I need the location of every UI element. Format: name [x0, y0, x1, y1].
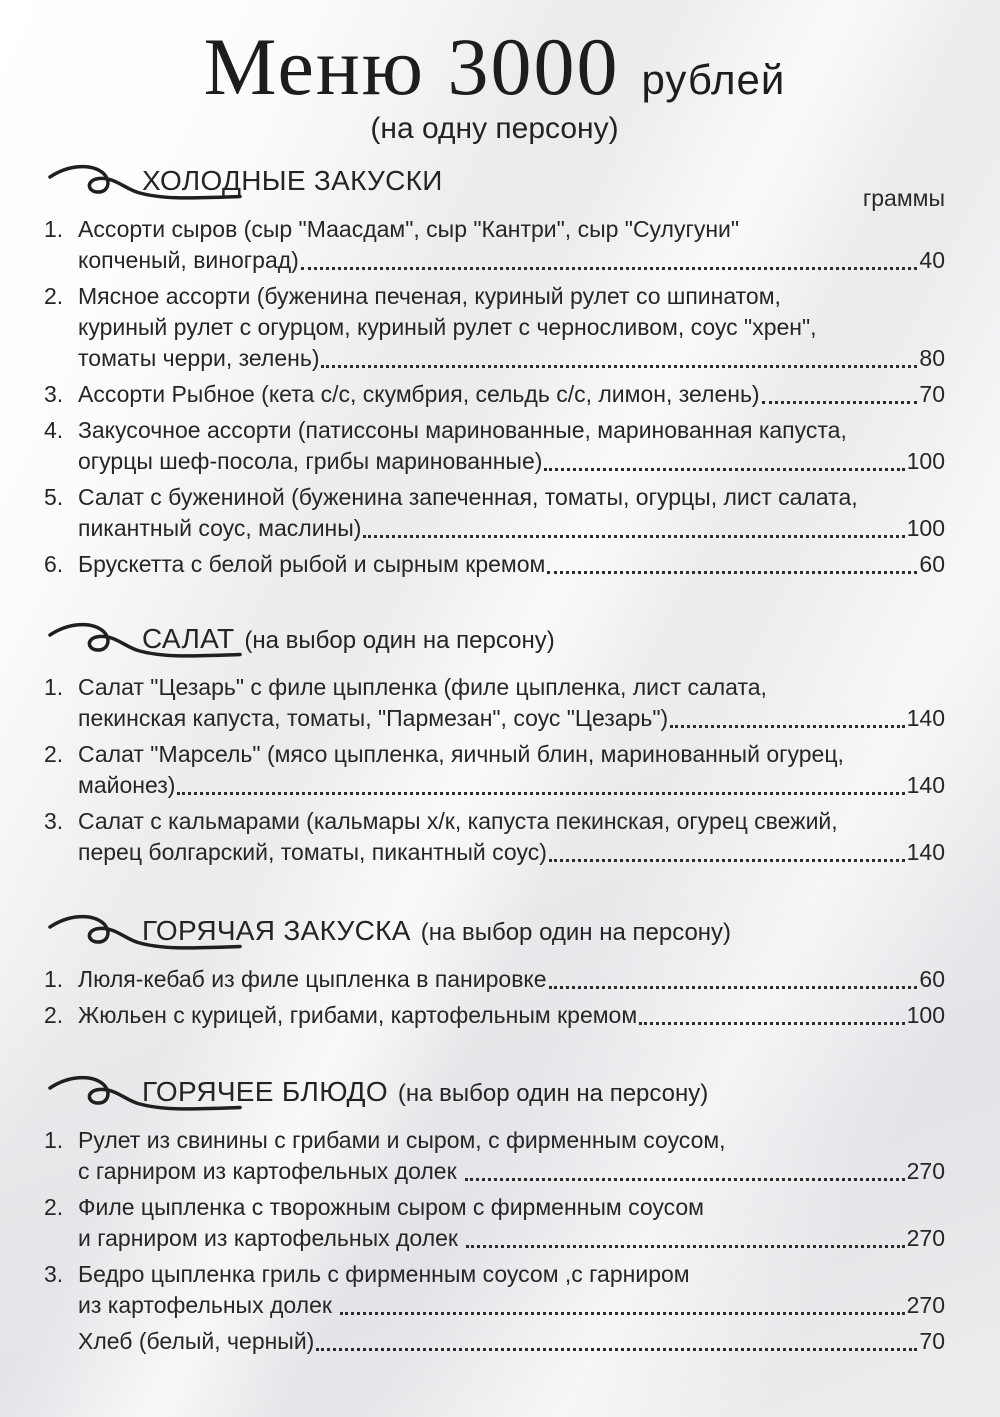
- section-header: [44, 1071, 945, 1117]
- item-last-line: [78, 1156, 945, 1187]
- item-text: томаты черри, зелень): [78, 345, 320, 371]
- menu-item: [44, 806, 945, 868]
- item-body: [78, 1125, 945, 1187]
- menu-item: [44, 739, 945, 801]
- item-line: Салат с бужениной (буженина запеченная, томаты, огурцы, лист салата,: [78, 484, 858, 510]
- item-body: [78, 1192, 945, 1254]
- item-body: [78, 482, 945, 544]
- item-text: Ассорти Рыбное (кета с/с, скумбрия, сельдь с/с, лимон, зелень): [78, 381, 760, 407]
- item-line: Ассорти сыров (сыр "Маасдам", сыр "Кантри", сыр "Сулугуни": [78, 216, 740, 242]
- item-body: [78, 1000, 945, 1031]
- item-number: 6.: [44, 551, 64, 577]
- item-text: из картофельных долек: [78, 1292, 339, 1318]
- dots-leader: [670, 725, 904, 728]
- dots-leader: [363, 535, 904, 538]
- item-number: 5.: [44, 484, 64, 510]
- menu-item: [44, 1000, 945, 1031]
- item-line: Салат "Цезарь" с филе цыпленка (филе цыпленка, лист салата,: [78, 674, 767, 700]
- item-number: 1.: [44, 1127, 64, 1153]
- item-last-line: [78, 245, 945, 276]
- item-grams: 140: [906, 772, 945, 798]
- item-last-line: [78, 549, 945, 580]
- menu-item: [44, 1125, 945, 1187]
- menu-item: [44, 672, 945, 734]
- menu-item: [44, 1192, 945, 1254]
- menu-item: [44, 415, 945, 477]
- item-last-line: [78, 770, 945, 801]
- grams-column-label: граммы: [862, 185, 945, 211]
- menu-title: Меню 3000: [203, 21, 620, 112]
- item-grams: 100: [906, 448, 945, 474]
- menu-section: [44, 618, 945, 868]
- item-grams: 270: [906, 1225, 945, 1251]
- item-line: Салат с кальмарами (кальмары х/к, капуста пекинская, огурец свежий,: [78, 808, 838, 834]
- dots-leader: [549, 986, 918, 989]
- item-last-line: [78, 343, 945, 374]
- menu-subtitle: (на одну персону): [370, 112, 619, 145]
- section-items: [44, 1125, 945, 1357]
- section-items: [44, 214, 945, 580]
- item-grams: 70: [919, 381, 945, 407]
- menu-title-unit: рублей: [641, 56, 786, 103]
- item-body: [78, 739, 945, 801]
- item-body: [78, 964, 945, 995]
- menu-item: [44, 964, 945, 995]
- menu-item: [44, 1259, 945, 1321]
- item-grams: 60: [919, 551, 945, 577]
- menu-item: [44, 549, 945, 580]
- dots-leader: [321, 365, 917, 368]
- section-heading: САЛАТ: [142, 623, 235, 654]
- menu-section: [44, 910, 945, 1031]
- menu-header: [44, 21, 945, 146]
- item-body: [78, 415, 945, 477]
- menu-item: [44, 379, 945, 410]
- item-last-line: [78, 964, 945, 995]
- item-last-line: [78, 1223, 945, 1254]
- item-last-line: [78, 1290, 945, 1321]
- item-body: [78, 1326, 945, 1357]
- item-last-line: [78, 703, 945, 734]
- item-body: [78, 1259, 945, 1321]
- section-note: (на выбор один на персону): [244, 627, 555, 654]
- section-items: [44, 672, 945, 868]
- item-text: огурцы шеф-посола, грибы маринованные): [78, 448, 543, 474]
- item-number: 1.: [44, 216, 64, 242]
- section-note: (на выбор один на персону): [397, 1080, 709, 1107]
- item-line: Закусочное ассорти (патиссоны маринованные, маринованная капуста,: [78, 417, 847, 443]
- item-number: 2.: [44, 1002, 64, 1028]
- item-grams: 70: [919, 1328, 945, 1354]
- item-body: [78, 379, 945, 410]
- section-header: [44, 910, 945, 956]
- section-header: [44, 618, 945, 664]
- item-number: 1.: [44, 966, 64, 992]
- item-number: 1.: [44, 674, 64, 700]
- item-line: Бедро цыпленка гриль с фирменным соусом ,с гарниром: [78, 1261, 690, 1287]
- item-text: пекинская капуста, томаты, "Пармезан", соус "Цезарь"): [78, 705, 669, 731]
- item-number: 2.: [44, 741, 64, 767]
- item-line: Рулет из свинины с грибами и сыром, с фирменным соусом,: [78, 1127, 726, 1153]
- item-line: куриный рулет с огурцом, куриный рулет с черносливом, соус "хрен",: [78, 314, 817, 340]
- item-grams: 40: [919, 247, 945, 273]
- dots-leader: [544, 468, 904, 471]
- item-last-line: [78, 446, 945, 477]
- section-heading: ГОРЯЧЕЕ БЛЮДО: [142, 1076, 388, 1107]
- dots-leader: [316, 1348, 917, 1351]
- dots-leader: [547, 571, 917, 574]
- menu-item: [44, 482, 945, 544]
- dots-leader: [177, 792, 904, 795]
- item-last-line: [78, 1000, 945, 1031]
- item-grams: 60: [919, 966, 945, 992]
- item-last-line: [78, 837, 945, 868]
- menu-title-row: [44, 21, 945, 112]
- item-body: [78, 281, 945, 374]
- section-header: [44, 160, 945, 211]
- dots-leader: [549, 859, 905, 862]
- item-last-line: [78, 1326, 945, 1357]
- dots-leader: [466, 1245, 904, 1248]
- item-number: 3.: [44, 1261, 64, 1287]
- menu-item: [44, 214, 945, 276]
- item-text: майонез): [78, 772, 176, 798]
- item-grams: 270: [906, 1158, 945, 1184]
- item-number: 4.: [44, 417, 64, 443]
- item-grams: 140: [906, 705, 945, 731]
- item-text: и гарниром из картофельных долек: [78, 1225, 465, 1251]
- item-text: пикантный соус, маслины): [78, 515, 362, 541]
- item-line: Салат "Марсель" (мясо цыпленка, яичный блин, маринованный огурец,: [78, 741, 844, 767]
- item-number: 3.: [44, 381, 64, 407]
- item-grams: 100: [906, 515, 945, 541]
- item-text: с гарниром из картофельных долек: [78, 1158, 464, 1184]
- menu-section: [44, 160, 945, 580]
- sections: [44, 160, 945, 1357]
- item-number: 2.: [44, 1194, 64, 1220]
- item-number: [44, 1326, 78, 1357]
- item-number: 2.: [44, 283, 64, 309]
- dots-leader: [762, 401, 918, 404]
- item-body: [78, 549, 945, 580]
- dots-leader: [301, 267, 918, 270]
- menu-item: [44, 281, 945, 374]
- item-last-line: [78, 513, 945, 544]
- item-grams: 80: [919, 345, 945, 371]
- item-text: Люля-кебаб из филе цыпленка в панировке: [78, 966, 547, 992]
- section-heading: ГОРЯЧАЯ ЗАКУСКА: [142, 915, 411, 946]
- section-note: (на выбор один на персону): [420, 919, 732, 946]
- item-text: копченый, виноград): [78, 247, 299, 273]
- item-body: [78, 806, 945, 868]
- item-number: 3.: [44, 808, 64, 834]
- dots-leader: [465, 1178, 905, 1181]
- item-text: Жюльен с курицей, грибами, картофельным кремом: [78, 1002, 638, 1028]
- dots-leader: [340, 1312, 904, 1315]
- item-grams: 100: [906, 1002, 945, 1028]
- menu-item: [44, 1326, 945, 1357]
- item-text: Брускетта с белой рыбой и сырным кремом: [78, 551, 546, 577]
- section-heading: ХОЛОДНЫЕ ЗАКУСКИ: [142, 165, 443, 196]
- item-line: Мясное ассорти (буженина печеная, куриный рулет со шпинатом,: [78, 283, 781, 309]
- item-body: [78, 672, 945, 734]
- section-items: [44, 964, 945, 1031]
- menu-section: [44, 1071, 945, 1357]
- item-last-line: [78, 379, 945, 410]
- item-grams: 140: [906, 839, 945, 865]
- item-text: Хлеб (белый, черный): [78, 1328, 315, 1354]
- item-line: Филе цыпленка с творожным сыром с фирменным соусом: [78, 1194, 704, 1220]
- item-text: перец болгарский, томаты, пикантный соус): [78, 839, 547, 865]
- item-body: [78, 214, 945, 276]
- item-grams: 270: [906, 1292, 945, 1318]
- dots-leader: [639, 1022, 904, 1025]
